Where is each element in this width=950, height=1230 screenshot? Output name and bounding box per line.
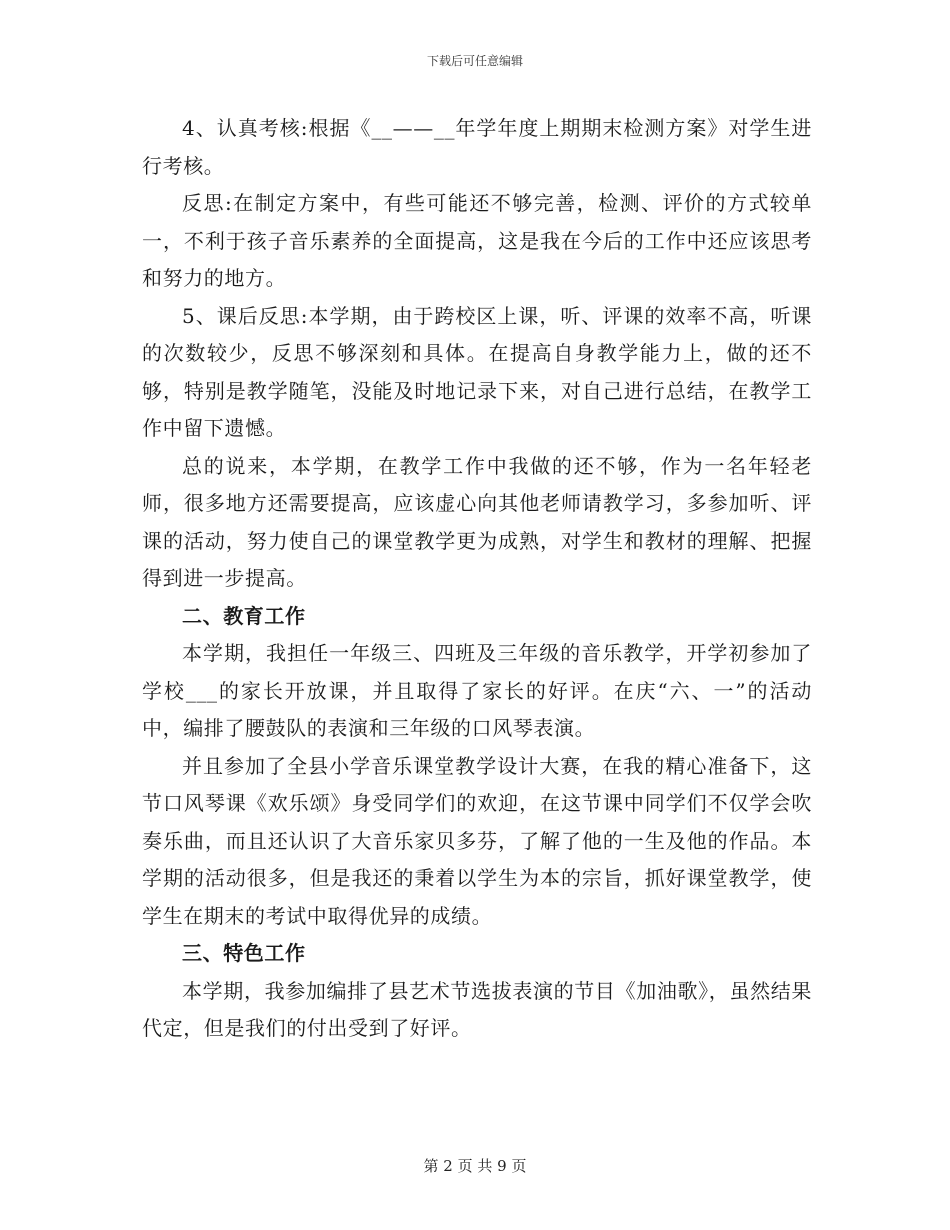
section-heading-education-work: 二、教育工作 (182, 603, 306, 628)
paragraph-feature-1: 本学期，我参加编排了县艺术节选拔表演的节目《加油歌》，虽然结果代定，但是我们的付出受到了好评。 (142, 978, 812, 1040)
paragraph-education-1: 本学期，我担任一年级三、四班及三年级的音乐教学，开学初参加了学校___的家长开放课，并且取得了家长的好评。在庆“六、一”的活动中，编排了腰鼓队的表演和三年级的口风琴表演。 (142, 641, 812, 740)
paragraph-education-2: 并且参加了全县小学音乐课堂教学设计大赛，在我的精心准备下，这节口风琴课《欢乐颂》身受同学们的欢迎，在这节课中同学们不仅学会吹奏乐曲，而且还认识了大音乐家贝多芬，了解了他的一生及他的作品。本学期的活动很多，但是我还的秉着以学生为本的宗旨，抓好课堂教学，使学生在期末的考试中取得优异的成绩。 (142, 753, 812, 928)
page-header: 下载后可任意编辑 (426, 54, 523, 68)
paragraph-assessment: 4、认真考核:根据《__——__年学年度上期期末检测方案》对学生进行考核。 (142, 116, 812, 178)
paragraph-reflection: 反思:在制定方案中，有些可能还不够完善，检测、评价的方式较单一，不利于孩子音乐素养的全面提高，这是我在今后的工作中还应该思考和努力的地方。 (142, 191, 812, 290)
paragraph-after-class-reflection: 5、课后反思:本学期，由于跨校区上课，听、评课的效率不高，听课的次数较少，反思不够深刻和具体。在提高自身教学能力上，做的还不够，特别是教学随笔，没能及时地记录下来，对自己进行总结，在教学工作中留下遗憾。 (142, 303, 812, 440)
document-body (142, 110, 812, 1048)
page-footer: 第 2 页 共 9 页 (423, 1157, 527, 1175)
paragraph-summary: 总的说来，本学期，在教学工作中我做的还不够，作为一名年轻老师，很多地方还需要提高，应该虚心向其他老师请教学习，多参加听、评课的活动，努力使自己的课堂教学更为成熟，对学生和教材的理解、把握得到进一步提高。 (142, 453, 812, 590)
section-heading-feature-work: 三、特色工作 (182, 941, 306, 965)
